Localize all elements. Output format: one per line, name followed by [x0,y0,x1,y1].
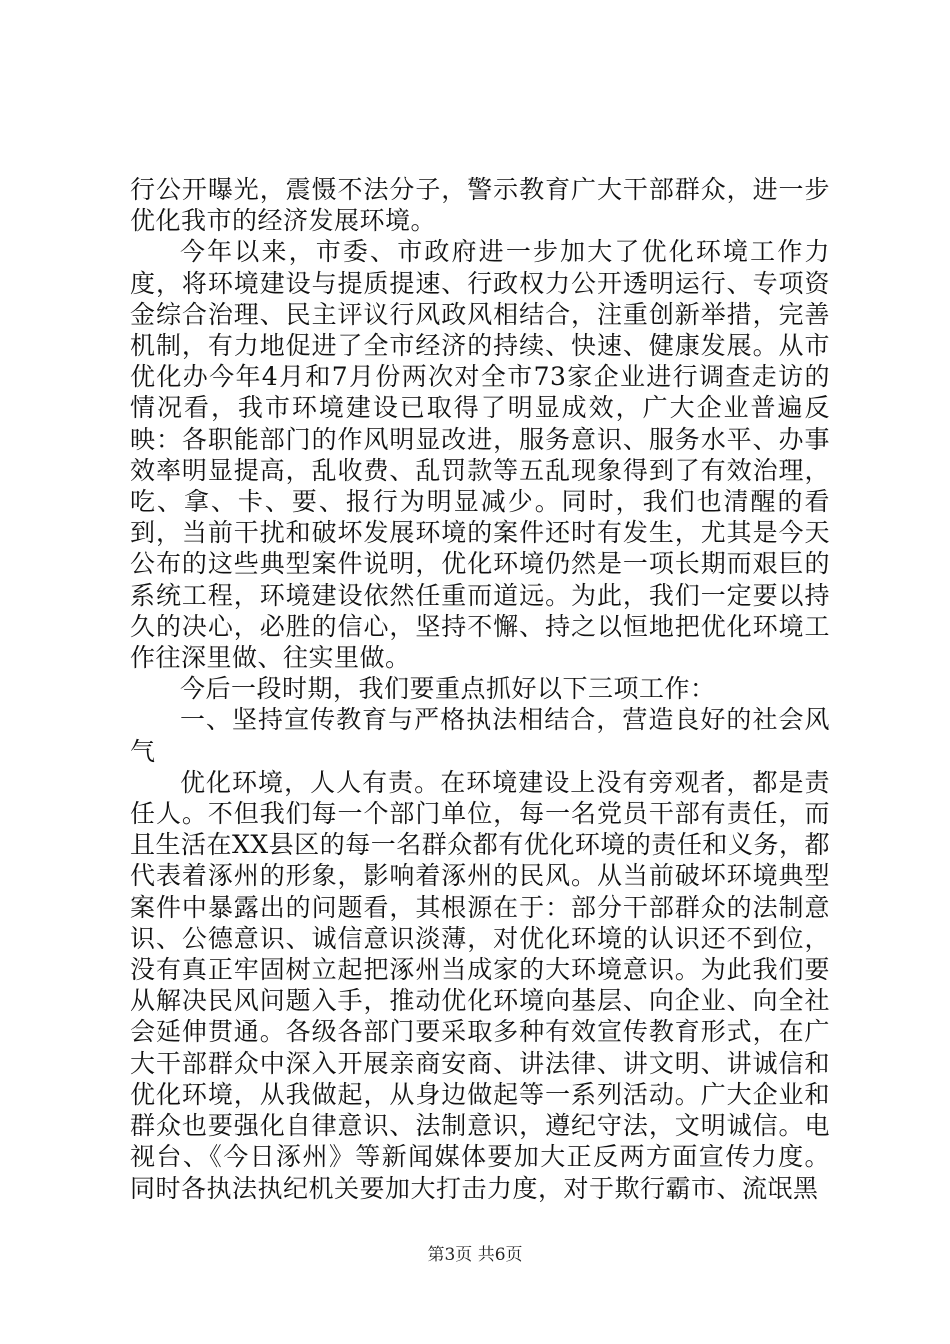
section-heading-1: 一、坚持宣传教育与严格执法相结合，营造良好的社会风气 [130,705,830,766]
paragraph-environment-progress: 今年以来，市委、市政府进一步加大了优化环境工作力度，将环境建设与提质提速、行政权力公开透明运行、专项资金综合治理、民主评议行风政风相结合，注重创新举措，完善机制，有力地促进了全市经济的持续、快速、健康发展。从市优化办今年4月和7月份两次对全市73家企业进行调查走访的情况看，我市环境建设已取得了明显成效，广大企业普遍反映：各职能部门的作风明显改进，服务意识、服务水平、办事效率明显提高，乱收费、乱罚款等五乱现象得到了有效治理，吃、拿、卡、要、报行为明显减少。同时，我们也清醒的看到，当前干扰和破坏发展环境的案件还时有发生，尤其是今天公布的这些典型案件说明，优化环境仍然是一项长期而艰巨的系统工程，环境建设依然任重而道远。为此，我们一定要以持久的决心，必胜的信心，坚持不懈、持之以恒地把优化环境工作往深里做、往实里做。 [130,237,830,673]
paragraph-continuation: 行公开曝光，震慑不法分子，警示教育广大干部群众，进一步优化我市的经济发展环境。 [130,175,830,236]
document-body [130,174,830,1204]
paragraph-responsibility: 优化环境，人人有责。在环境建设上没有旁观者，都是责任人。不但我们每一个部门单位，每一名党员干部有责任，而且生活在XX县区的每一名群众都有优化环境的责任和义务，都代表着涿州的形象，影响着涿州的民风。从当前破坏环境典型案件中暴露出的问题看，其根源在于：部分干部群众的法制意识、公德意识、诚信意识淡薄，对优化环境的认识还不到位，没有真正牢固树立起把涿州当成家的大环境意识。为此我们要从解决民风问题入手，推动优化环境向基层、向企业、向全社会延伸贯通。各级各部门要采取多种有效宣传教育形式，在广大干部群众中深入开展亲商安商、讲法律、讲文明、讲诚信和优化环境，从我做起，从身边做起等一系列活动。广大企业和群众也要强化自律意识、法制意识，遵纪守法，文明诚信。电视台、《今日涿州》等新闻媒体要加大正反两方面宣传力度。同时各执法执纪机关要加大打击力度，对于欺行霸市、流氓黑 [130,767,830,1203]
page-number-footer: 第3页 共6页 [427,1245,523,1265]
paragraph-three-tasks-intro: 今后一段时期，我们要重点抓好以下三项工作： [180,674,716,704]
